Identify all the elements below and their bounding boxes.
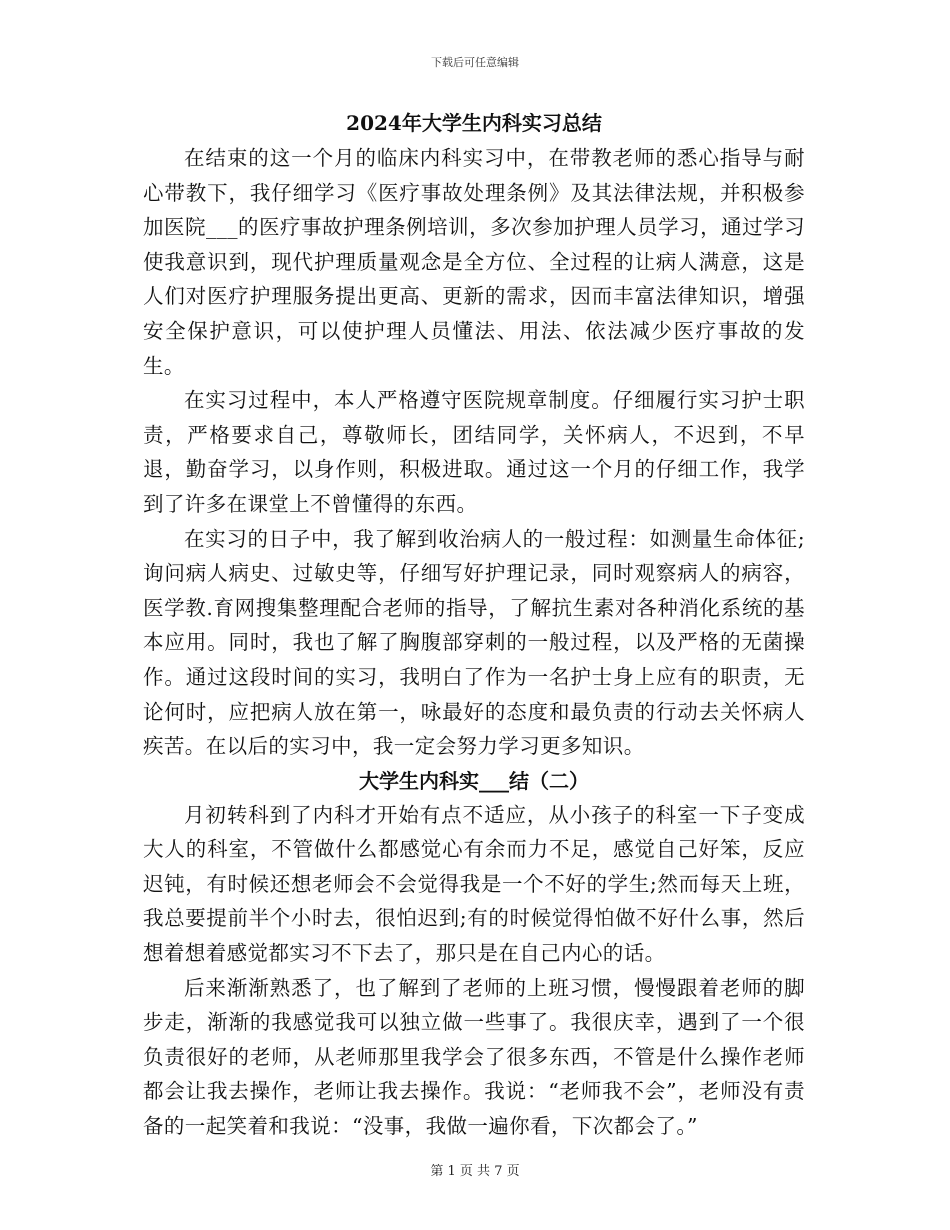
paragraph: 后来渐渐熟悉了，也了解到了老师的上班习惯，慢慢跟着老师的脚步走，渐渐的我感觉我可以独立做一些事了。我很庆幸，遇到了一个很负责很好的老师，从老师那里我学会了很多东西，不管是什么操作老师都会让我去操作，老师让我去操作。我说：“老师我不会”，老师没有责备的一起笑着和我说：“没事，我做一遍你看，下次都会了。” [143, 975, 805, 1139]
document-title: 2024年大学生内科实习总结 [346, 111, 602, 135]
paragraph: 在结束的这一个月的临床内科实习中，在带教老师的悉心指导与耐心带教下，我仔细学习《医疗事故处理条例》及其法律法规，并积极参加医院___的医疗事故护理条例培训，多次参加护理人员学习，通过学习使我意识到，现代护理质量观念是全方位、全过程的让病人满意，这是人们对医疗护理服务提出更高、更新的需求，因而丰富法律知识，增强安全保护意识，可以使护理人员懂法、用法、依法减少医疗事故的发生。 [143, 146, 805, 378]
paragraph: 在实习过程中，本人严格遵守医院规章制度。仔细履行实习护士职责，严格要求自己，尊敬师长，团结同学，关怀病人，不迟到，不早退，勤奋学习，以身作则，积极进取。通过这一个月的仔细工作，我学到了许多在课堂上不曾懂得的东西。 [143, 388, 805, 516]
page-header-note: 下载后可任意编辑 [431, 56, 519, 69]
document-body [143, 106, 805, 1144]
paragraph: 月初转科到了内科才开始有点不适应，从小孩子的科室一下子变成大人的科室，不管做什么都感觉心有余而力不足，感觉自己好笨，反应迟钝，有时候还想老师会不会觉得我是一个不好的学生;然而每天上班，我总要提前半个小时去，很怕迟到;有的时候觉得怕做不好什么事，然后想着想着感觉都实习不下去了，那只是在自己内心的话。 [143, 802, 805, 966]
section-subtitle: 大学生内科实___结（二） [359, 768, 589, 793]
page-number: 第 1 页 共 7 页 [430, 1164, 520, 1179]
paragraph: 在实习的日子中，我了解到收治病人的一般过程：如测量生命体征;询问病人病史、过敏史等，仔细写好护理记录，同时观察病人的病容，医学教.育网搜集整理配合老师的指导，了解抗生素对各种消化系统的基本应用。同时，我也了解了胸腹部穿刺的一般过程，以及严格的无菌操作。通过这段时间的实习，我明白了作为一名护士身上应有的职责，无论何时，应把病人放在第一，咏最好的态度和最负责的行动去关怀病人疾苦。在以后的实习中，我一定会努力学习更多知识。 [143, 526, 805, 759]
